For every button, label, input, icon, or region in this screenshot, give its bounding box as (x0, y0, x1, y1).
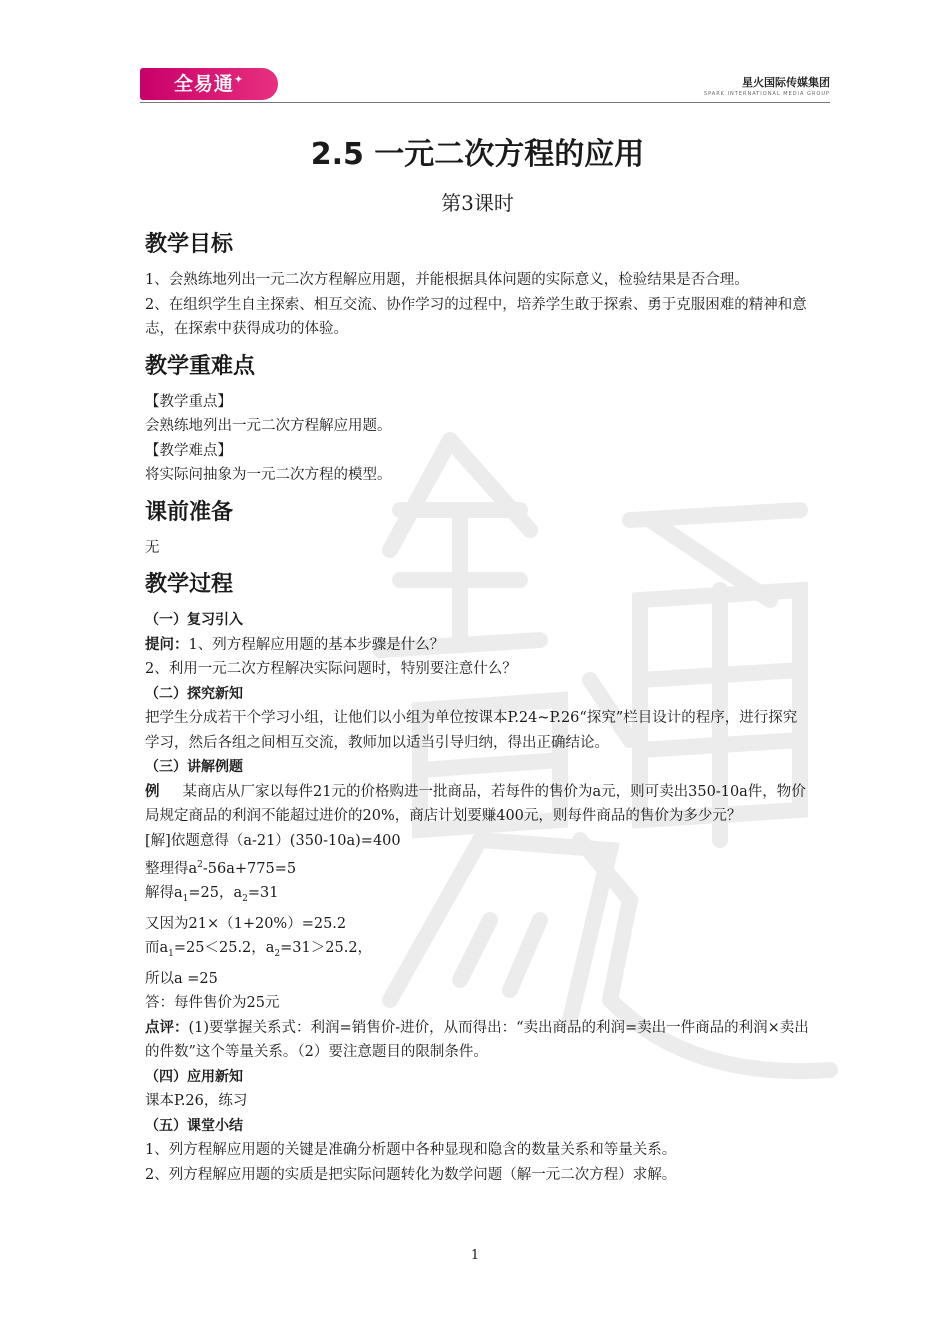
summary-item-2: 2、列方程解应用题的实质是把实际问题转化为数学问题（解一元二次方程）求解。 (145, 1166, 677, 1183)
document-body (145, 130, 810, 1187)
key-point-label: 【教学重点】 (145, 393, 232, 410)
page-header (140, 66, 830, 102)
objective-item-1: 1、会熟练地列出一元二次方程解应用题，并能根据具体问题的实际意义，检验结果是否合理。 (145, 272, 749, 288)
key-point-text: 会熟练地列出一元二次方程解应用题。 (145, 418, 392, 434)
summary-item-1: 1、列方程解应用题的关键是准确分析题中各种显现和隐含的数量关系和等量关系。 (145, 1142, 677, 1159)
question-label: 提问： (145, 636, 189, 653)
example-label: 例 (145, 783, 160, 800)
difficult-point-label: 【教学难点】 (145, 442, 232, 459)
example-text: 某商店从厂家以每件21元的价格购进一批商品，若每件的售价为a元，则可卖出350-10a件，物价局规定商品的利润不能超过进价的20%，商店计划要赚400元，则每件商品的售价为多少元？ (145, 783, 806, 824)
solution-answer: 答：每件售价为25元 (145, 995, 280, 1012)
brand-cn: 星火国际传媒集团 (742, 76, 830, 89)
solution-line-2: 整理得$a^2-56a+775=5$ (145, 860, 297, 877)
quanyitong-logo (140, 68, 278, 100)
solution-line-4: 又因为21×（1+20%）=25.2 (145, 915, 347, 932)
objective-item-2: 2、在组织学生自主探索、相互交流、协作学习的过程中，培养学生敢于探索、勇于克服困难的精神和意志，在探索中获得成功的体验。 (145, 296, 807, 337)
section-explore-title: （二）探究新知 (145, 685, 243, 702)
review-question-1 (145, 633, 810, 658)
apply-text: 课本P.26，练习 (145, 1093, 248, 1110)
question-1-text: 1、列方程解应用题的基本步骤是什么？ (188, 636, 445, 653)
process-heading: 教学过程 (145, 572, 234, 597)
page-number: 1 (470, 1248, 480, 1263)
example-problem (145, 780, 810, 829)
objectives-heading: 教学目标 (145, 232, 234, 257)
section-review-title: （一）复习引入 (145, 612, 243, 628)
preparation-heading: 课前准备 (145, 499, 234, 525)
difficult-point-text: 将实际问抽象为一元二次方程的模型。 (145, 467, 392, 483)
key-points-heading: 教学重难点 (145, 353, 256, 379)
brand-block (704, 74, 830, 97)
comment-text: (1)要掌握关系式：利润=销售价-进价，从而得出：“卖出商品的利润=卖出一件商品的利润×卖出的件数”这个等量关系。（2）要注意题目的限制条件。 (145, 1019, 809, 1061)
explore-text: 把学生分成若干个学习小组，让他们以小组为单位按课本P.24~P.26“探究”栏目设计的程序，进行探究学习，然后各组之间相互交流，教师加以适当引导归纳，得出正确结论。 (145, 710, 798, 751)
section-apply-title: （四）应用新知 (145, 1068, 243, 1085)
solution-line-3: 解得$a_1=25$，$a_2=31$ (145, 885, 279, 905)
logo-star-icon: ✦ (233, 73, 245, 86)
lesson-subtitle: 第3课时 (441, 191, 514, 215)
solution-line-1: [解]依题意得（a-21）(350-10a)=400 (145, 832, 401, 849)
brand-en: SPARK INTERNATIONAL MEDIA GROUP (703, 91, 830, 97)
solution-line-6: 所以a =25 (145, 970, 218, 987)
preparation-text: 无 (145, 539, 160, 556)
comment-paragraph (145, 1016, 810, 1065)
comment-label: 点评： (145, 1019, 189, 1036)
section-example-title: （三）讲解例题 (145, 759, 243, 775)
section-summary-title: （五）课堂小结 (145, 1117, 243, 1134)
lesson-title: 2.5 一元二次方程的应用 (310, 137, 645, 172)
header-divider (140, 102, 830, 103)
logo-text: 全易通 (173, 73, 234, 95)
solution-line-5: 而$a_1=25<25.2$，$a_2=31>25.2$， (145, 940, 373, 960)
review-question-2: 2、利用一元二次方程解决实际问题时，特别要注意什么？ (145, 661, 517, 677)
